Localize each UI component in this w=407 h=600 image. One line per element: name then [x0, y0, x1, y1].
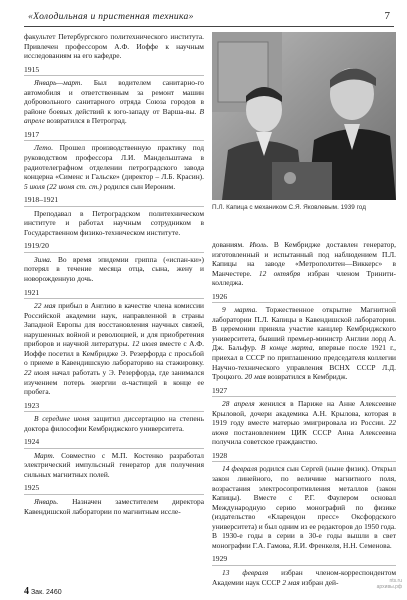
running-header [24, 10, 394, 27]
entry-year: 1924 [24, 437, 204, 449]
left-chronicle-entry [24, 241, 204, 283]
entry-text: 9 марта. Торжественное открытие Магнитной лаборатории П.Л. Капицы в Кавендишской лаборатории. В церемонии приняла участие канцлер Кембриджского университета, бывший премьер-министр Англии лорд А. Дж. Бальфур. В конце марта, впервые после 1921 г., приехал в СССР по приглашению председателя коллегии Научно-технического управления ВСНХ СССР Л.Д. Троцкого. 20 мая возвратился в Кембридж. [212, 305, 397, 382]
footer [24, 586, 62, 597]
left-chronicle-entry [24, 288, 204, 397]
entry-text: 28 апреля женился в Париже на Анне Алексеевне Крыловой, дочери академика А.Н. Крылова, которая в 1919 году вместе матерью эмигрировала из России. 22 июня постановлением ЦИК СССР Анна Алексеевна получила советское гражданство. [212, 399, 396, 447]
left-column [24, 32, 204, 520]
left-chronicle-entry [24, 130, 204, 191]
entry-year: 1921 [24, 288, 204, 300]
signature-mark: 4 [24, 586, 29, 597]
right-chronicle-entry [212, 386, 396, 447]
right-entries [212, 292, 396, 587]
entry-year: 1923 [24, 401, 204, 413]
entry-year: 1918–1921 [24, 195, 204, 207]
right-chronicle-entry [212, 292, 396, 382]
entry-year: 1925 [24, 483, 204, 495]
photo-figure [212, 32, 396, 216]
entry-year: 1926 [212, 292, 396, 304]
entry-year: 1928 [212, 451, 396, 463]
page-number: 7 [384, 10, 390, 22]
entry-text: Преподавал в Петроградском политехническом институте и работал научным сотрудником в Государственном физико-техническом институте. [24, 208, 204, 237]
entry-text: Январь—март. Был водителем санитарно-го автомобиля и ответственным за ремонт машин добровольного санитарного отряда Союза городов в районе боевых действий к юго-западу от Варша-вы. В апреле возвратился в Петроград. [24, 78, 204, 126]
entry-text: Январь. Назначен заместителем директора Кавендишской лаборатории по магнитным иссле- [24, 496, 204, 516]
left-chronicle-entry [24, 483, 204, 516]
watermark-line-1: nts.ru [389, 578, 402, 584]
print-order-label: Зак. 2460 [30, 589, 62, 596]
left-chronicle-entry [24, 65, 204, 126]
entry-year: 1927 [212, 386, 396, 398]
right-column [212, 240, 396, 591]
watermark [360, 578, 402, 590]
watermark-line-2: архивы.рф [376, 584, 402, 590]
right-chronicle-entry [212, 451, 396, 550]
entry-text: 13 февраля избран членом-корреспондентом Академии наук СССР 2 мая избран дей- [212, 567, 397, 587]
left-intro-paragraph: факультет Петербургского политехнического института. Привлечен профессором А.Ф. Иоффе к научным исследованиям на его кафедре. [24, 32, 204, 61]
entry-year: 1917 [24, 130, 204, 142]
entry-text: 14 февраля родился сын Сергей (ныне физик). Открыл закон линейного, по величине магнитного поля, возрастания электросопротивления металлов (закон Капицы). Вместе с Р.Г. Фаулером основал Международную серию монографий по физике (издательство «Кларендон пресс» Оксфордского университета) и был одним из ее редакторов до 1950 года. В 1930-е годы в серии в 30-е годы вышли в свет монографии Г.А. Гамова, Я.И. Френкеля, Н.Н. Семенова. [212, 464, 396, 550]
running-title: «Холодильная и пристенная техника» [28, 11, 194, 22]
photo-caption: П.Л. Капица с механиком С.Я. Яковлевым. 1939 год [212, 204, 366, 211]
photo-image [212, 32, 396, 200]
left-entries [24, 65, 204, 516]
photo-illustration [212, 32, 396, 200]
entry-text: Зима. Во время эпидемии гриппа («испан-ки») потерял в течение месяца отца, сына, жену и новорожденную дочь. [24, 254, 204, 284]
entry-text: 22 мая прибыл в Англию в качестве члена комиссии Российской академии наук, направленной в страны Западной Европы для восстановления научных связей, нарушенных войной и революцией, и для приобретения приборов и научной литературы. 12 июля вместе с А.Ф. Иоффе посетил в Кембридже Э. Резерфорда с просьбой о приеме в Кавендишскую лабораторию на стажировку. 22 июля начал работать у Э. Резерфорда, где занимался изучением потерь энергии α-частицей в конце ее пробега. [24, 301, 204, 397]
right-intro-paragraph: дованиям. Июль. В Кембридже доставлен генератор, изготовленный и испытанный под наблюдением П.Л. Капицы на заводе «Метрополитен—Виккерс» в Манчестере. 12 октября избран членом Тринити-колледжа. [212, 240, 397, 288]
left-chronicle-entry [24, 401, 204, 434]
entry-text: Март. Совместно с М.П. Костенко разработал электрический импульсный генератор для получения сильных магнитных полей. [24, 450, 204, 479]
left-chronicle-entry [24, 437, 204, 479]
entry-text: В середине июня защитил диссертацию на степень доктора философии Кембриджского университета. [24, 414, 204, 433]
entry-year: 1919/20 [24, 241, 204, 253]
entry-text: Лето. Прошел производственную практику под руководством профессора Л.И. Мандельштама в радиотелеграфном отделении петроградского завода концерна «Сименс и Гальске» (директор – Л.Б. Красин). 5 июля (22 июня ст. ст.) родился сын Иероним. [24, 143, 204, 191]
entry-year: 1915 [24, 65, 204, 77]
left-chronicle-entry [24, 195, 204, 237]
entry-year: 1929 [212, 554, 396, 566]
